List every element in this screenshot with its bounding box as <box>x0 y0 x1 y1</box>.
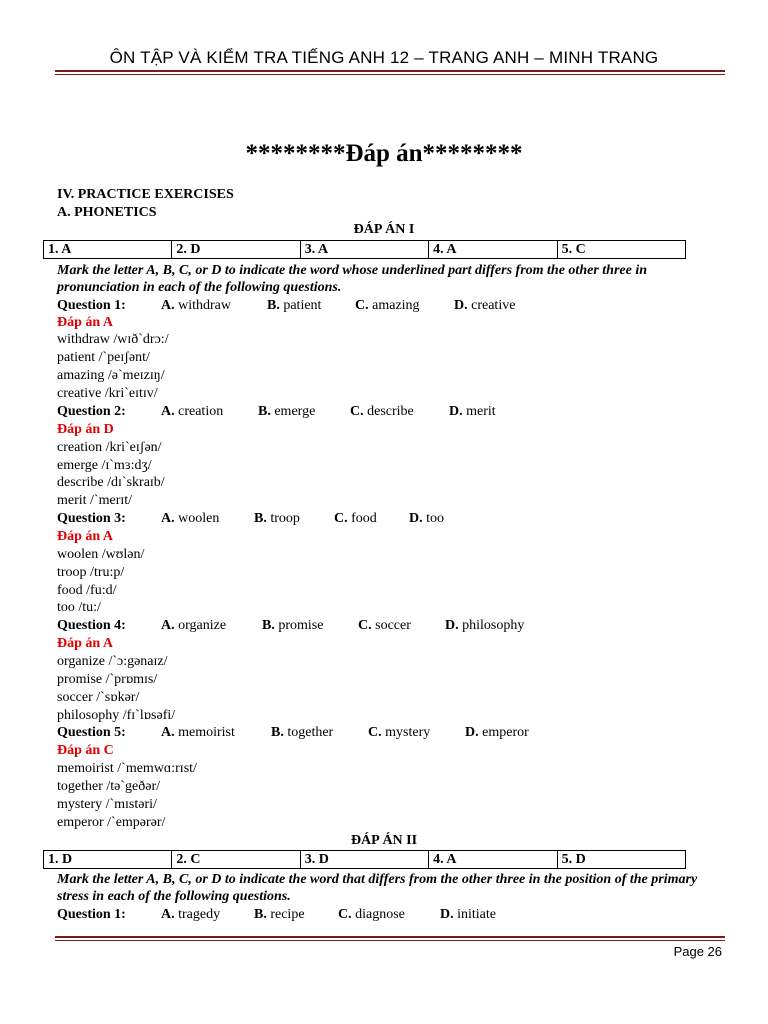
section-heading: IV. PRACTICE EXERCISES <box>57 187 234 202</box>
answer-cell: 4. A <box>429 851 557 869</box>
ipa-line: creative /kri`eɪtɪv/ <box>57 386 158 401</box>
answer-cell: 5. C <box>557 241 685 259</box>
ipa-line: amazing /ə`meɪzɪŋ/ <box>57 368 165 383</box>
answer-label: Đáp án A <box>57 315 114 330</box>
answer-key-1-table <box>43 240 686 259</box>
page-number: Page 26 <box>673 944 722 959</box>
answer-label: Đáp án A <box>57 636 114 651</box>
ipa-line: creation /kri`eɪʃən/ <box>57 440 162 455</box>
option-a: A. woolen <box>161 511 220 526</box>
option-b: B. promise <box>262 618 324 633</box>
option-a: A. organize <box>161 618 227 633</box>
option-a: A. memoirist <box>161 725 235 740</box>
answer-label: Đáp án A <box>57 529 114 544</box>
option-c: C. amazing <box>355 298 420 313</box>
question-row <box>57 617 524 635</box>
option-b: B. patient <box>267 298 322 313</box>
option-d: D. initiate <box>440 907 497 922</box>
ipa-line: emperor /`empərər/ <box>57 815 166 830</box>
option-d: D. philosophy <box>445 618 525 633</box>
ipa-line: memoirist /`memwɑ:rɪst/ <box>57 761 197 776</box>
option-b: B. recipe <box>254 907 305 922</box>
ipa-line: promise /`prɒmɪs/ <box>57 672 158 687</box>
ipa-line: troop /tru:p/ <box>57 565 125 580</box>
instruction-1: Mark the letter A, B, C, or D to indicate the word whose underlined part differs from the other three in pronunciation in each of the following questions. <box>57 263 647 295</box>
header-rule-thick <box>55 70 725 72</box>
option-b: B. troop <box>254 511 300 526</box>
option-c: C. describe <box>350 404 414 419</box>
option-a: A. withdraw <box>161 298 232 313</box>
footer-rule-thin <box>55 940 725 941</box>
ipa-line: describe /dɪ`skraɪb/ <box>57 475 165 490</box>
ipa-line: together /tə`geðər/ <box>57 779 161 794</box>
main-title: ********Đáp án******** <box>245 140 523 167</box>
question-row <box>57 906 496 924</box>
answer-key-2-title: ĐÁP ÁN II <box>350 833 418 848</box>
question-row <box>57 403 496 421</box>
question-label: Question 1: <box>57 907 126 922</box>
header-rule-thin <box>55 74 725 75</box>
ipa-line: philosophy /fɪ`lɒsəfi/ <box>57 708 176 723</box>
question-label: Question 3: <box>57 511 126 526</box>
ipa-line: withdraw /wɪð`drɔ:/ <box>57 332 169 347</box>
answer-label: Đáp án C <box>57 743 114 758</box>
option-c: C. soccer <box>358 618 411 633</box>
question-label: Question 2: <box>57 404 126 419</box>
question-label: Question 1: <box>57 298 126 313</box>
ipa-line: merit /`merɪt/ <box>57 493 133 508</box>
question-label: Question 5: <box>57 725 126 740</box>
instruction-2: Mark the letter A, B, C, or D to indicate the word that differs from the other three in the position of the primary stress in each of the following questions. <box>57 872 698 904</box>
option-d: D. merit <box>449 404 496 419</box>
answer-label: Đáp án D <box>57 422 114 437</box>
option-b: B. emerge <box>258 404 316 419</box>
answer-cell: 4. A <box>429 241 557 259</box>
ipa-line: mystery /`mɪstəri/ <box>57 797 157 812</box>
question-row <box>57 297 515 315</box>
answer-cell: 2. C <box>172 851 300 869</box>
ipa-line: woolen /wʊlən/ <box>57 547 145 562</box>
answer-key-2-table <box>43 850 686 869</box>
answer-key-1-title: ĐÁP ÁN I <box>353 222 415 237</box>
option-c: C. mystery <box>368 725 431 740</box>
answer-cell: 2. D <box>172 241 300 259</box>
ipa-line: too /tu:/ <box>57 600 101 615</box>
question-label: Question 4: <box>57 618 126 633</box>
option-b: B. together <box>271 725 334 740</box>
answer-cell: 1. A <box>44 241 172 259</box>
ipa-line: patient /`peɪʃənt/ <box>57 350 150 365</box>
ipa-line: organize /`ɔ:gənaɪz/ <box>57 654 168 669</box>
subsection-heading: A. PHONETICS <box>57 205 157 220</box>
question-row <box>57 724 529 742</box>
question-row <box>57 510 444 528</box>
option-c: C. food <box>334 511 377 526</box>
answer-cell: 3. D <box>300 851 428 869</box>
ipa-line: food /fu:d/ <box>57 583 117 598</box>
answer-cell: 5. D <box>557 851 685 869</box>
option-d: D. too <box>409 511 445 526</box>
option-d: D. emperor <box>465 725 529 740</box>
option-a: A. creation <box>161 404 224 419</box>
answer-cell: 1. D <box>44 851 172 869</box>
footer-rule-thick <box>55 936 725 938</box>
ipa-line: soccer /`sɒkər/ <box>57 690 140 705</box>
ipa-line: emerge /ɪ`mɜ:dʒ/ <box>57 458 152 473</box>
answer-cell: 3. A <box>300 241 428 259</box>
option-a: A. tragedy <box>161 907 221 922</box>
option-d: D. creative <box>454 298 516 313</box>
page-header-title: ÔN TẬP VÀ KIỂM TRA TIẾNG ANH 12 – TRANG ANH – MINH TRANG <box>109 48 659 67</box>
option-c: C. diagnose <box>338 907 405 922</box>
